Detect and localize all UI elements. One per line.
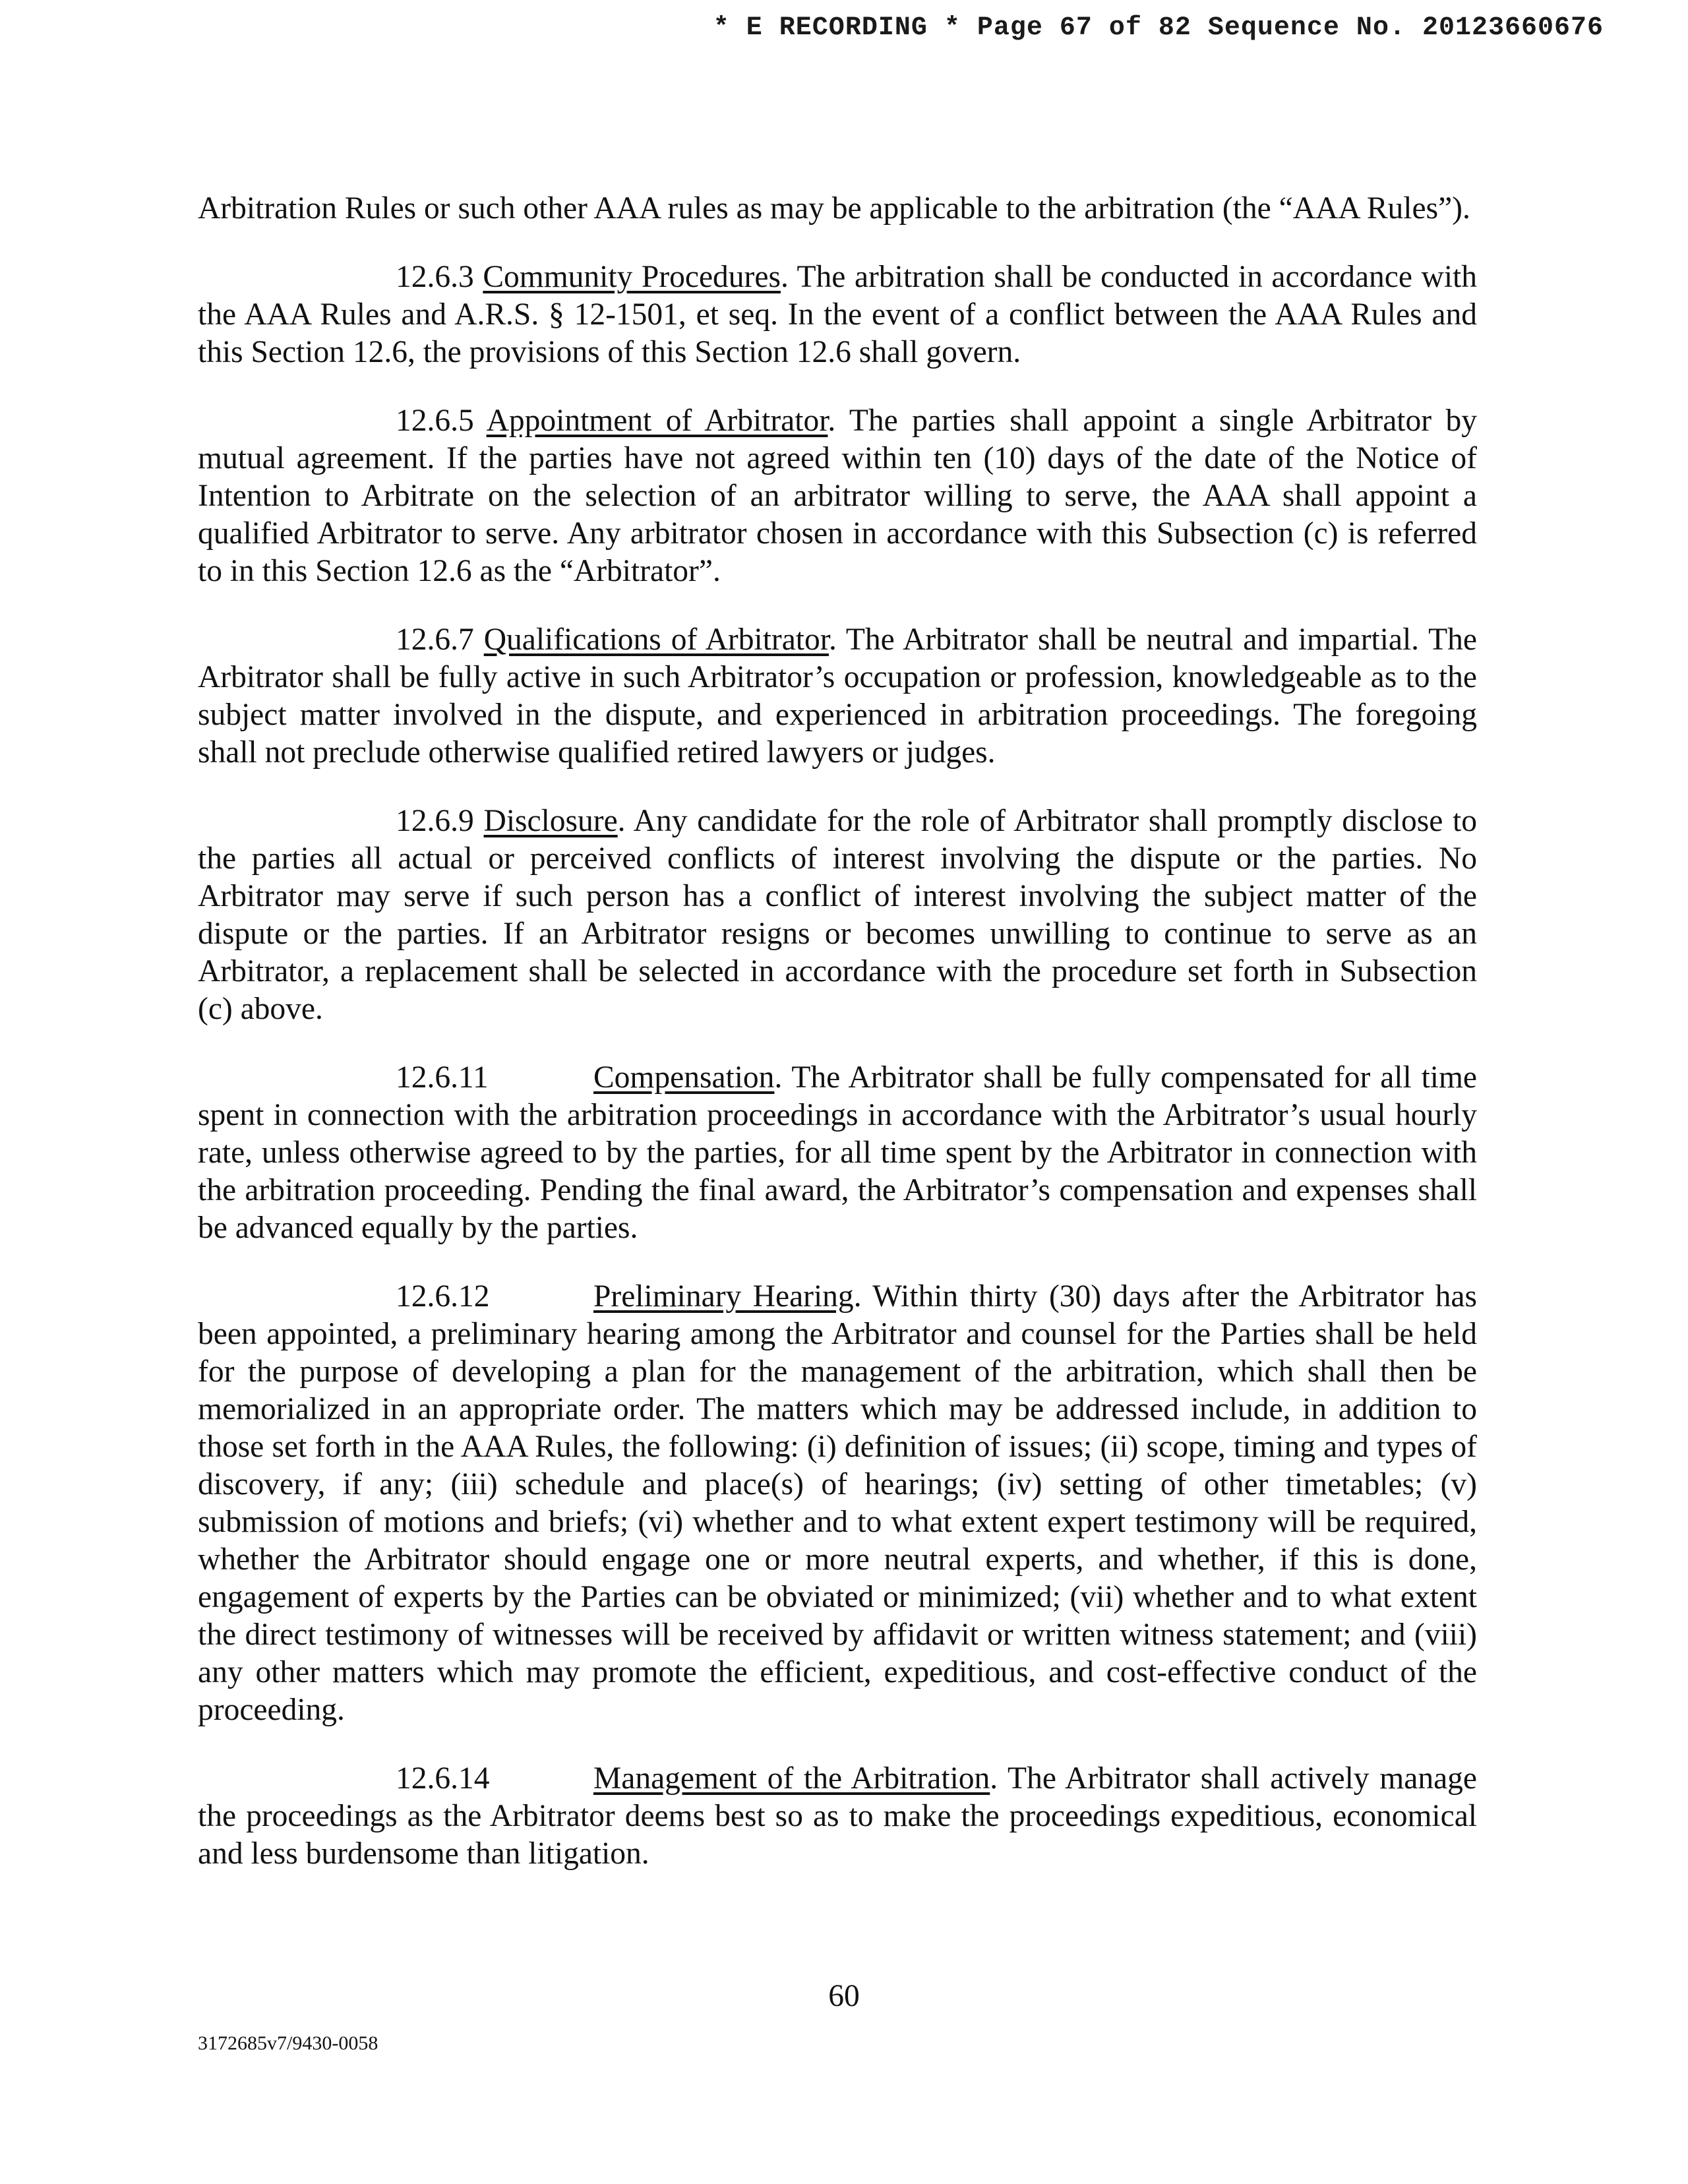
section-heading: Qualifications of Arbitrator [483, 622, 829, 657]
section-text: . Any candidate for the role of Arbitrator shall promptly disclose to the parties all actual or perceived conflicts of interest involving the dispute or the parties. No Arbitrator may serve if such person has a conflict of interest involving the subject matter of the dispute or the parties. If an Arbitrator resigns or becomes unwilling to continue to serve as an Arbitrator, a replacement shall be selected in accordance with the procedure set forth in Subsection (c) above. [198, 804, 1477, 1026]
section-number: 12.6.14 [396, 1761, 490, 1796]
section-number: 12.6.7 [396, 622, 474, 657]
section-text: . Within thirty (30) days after the Arbitrator has been appointed, a preliminary hearing among the Arbitrator and counsel for the Parties shall be held for the purpose of developing a plan for the management of the arbitration, which shall then be memorialized in an appropriate order. The matters which may be addressed include, in addition to those set forth in the AAA Rules, the following: (i) definition of issues; (ii) scope, timing and types of discovery, if any; (iii) schedule and place(s) of hearings; (iv) setting of other timetables; (v) submission of motions and briefs; (vi) whether and to what extent expert testimony will be required, whether the Arbitrator should engage one or more neutral experts, and whether, if this is done, engagement of experts by the Parties can be obviated or minimized; (vii) whether and to what extent the direct testimony of witnesses will be received by affidavit or written witness statement; and (viii) any other matters which may promote the efficient, expeditious, and cost-effective conduct of the proceeding. [198, 1279, 1477, 1727]
section-heading: Preliminary Hearing [593, 1279, 854, 1314]
section-heading: Management of the Arbitration [593, 1761, 990, 1796]
section-number: 12.6.3 [396, 260, 474, 294]
section-heading: Compensation [593, 1060, 775, 1095]
section-12-6-5 [198, 402, 1477, 590]
section-number: 12.6.12 [396, 1279, 490, 1314]
section-number: 12.6.9 [396, 804, 474, 838]
document-id: 3172685v7/9430-0058 [198, 2032, 378, 2054]
section-12-6-9 [198, 803, 1477, 1028]
section-12-6-12 [198, 1278, 1477, 1729]
section-text: . The Arbitrator shall actively manage the proceedings as the Arbitrator deems best so as to make the proceedings expeditious, economical and less burdensome than litigation. [198, 1761, 1478, 1871]
section-12-6-11 [198, 1059, 1477, 1247]
section-text: . The arbitration shall be conducted in accordance with the AAA Rules and A.R.S. § 12-1501, et seq. In the event of a conflict between the AAA Rules and this Section 12.6, the provisions of this Section 12.6 shall govern. [198, 260, 1478, 369]
section-12-6-14 [198, 1760, 1477, 1873]
section-text: . The Arbitrator shall be neutral and impartial. The Arbitrator shall be fully active in such Arbitrator’s occupation or profession, knowledgeable as to the subject matter involved in the dispute, and experienced in arbitration proceedings. The foregoing shall not preclude otherwise qualified retired lawyers or judges. [198, 622, 1477, 770]
section-heading: Appointment of Arbitrator [486, 404, 828, 438]
section-number: 12.6.5 [396, 404, 474, 438]
section-12-6-3 [198, 258, 1477, 371]
page-number: 60 [828, 1979, 860, 2013]
document-body [198, 190, 1477, 1904]
paragraph-text: Arbitration Rules or such other AAA rules as may be applicable to the arbitration (the “AAA Rules”). [198, 191, 1470, 226]
section-number: 12.6.11 [396, 1060, 489, 1095]
section-12-6-7 [198, 621, 1477, 772]
section-text: . The Arbitrator shall be fully compensated for all time spent in connection with the arbitration proceedings in accordance with the Arbitrator’s usual hourly rate, unless otherwise agreed to by the parties, for all time spent by the Arbitrator in connection with the arbitration proceeding. Pending the final award, the Arbitrator’s compensation and expenses shall be advanced equally by the parties. [198, 1060, 1477, 1245]
recording-header: * E RECORDING * Page 67 of 82 Sequence No. 20123660676 [713, 13, 1604, 43]
section-text: . The parties shall appoint a single Arbitrator by mutual agreement. If the parties have not agreed within ten (10) days of the date of the Notice of Intention to Arbitrate on the selection of an arbitrator willing to serve, the AAA shall appoint a qualified Arbitrator to serve. Any arbitrator chosen in accordance with this Subsection (c) is referred to in this Section 12.6 as the “Arbitrator”. [198, 404, 1477, 588]
paragraph-continuation [198, 190, 1477, 228]
section-heading: Community Procedures [483, 260, 781, 294]
section-heading: Disclosure [483, 804, 618, 838]
